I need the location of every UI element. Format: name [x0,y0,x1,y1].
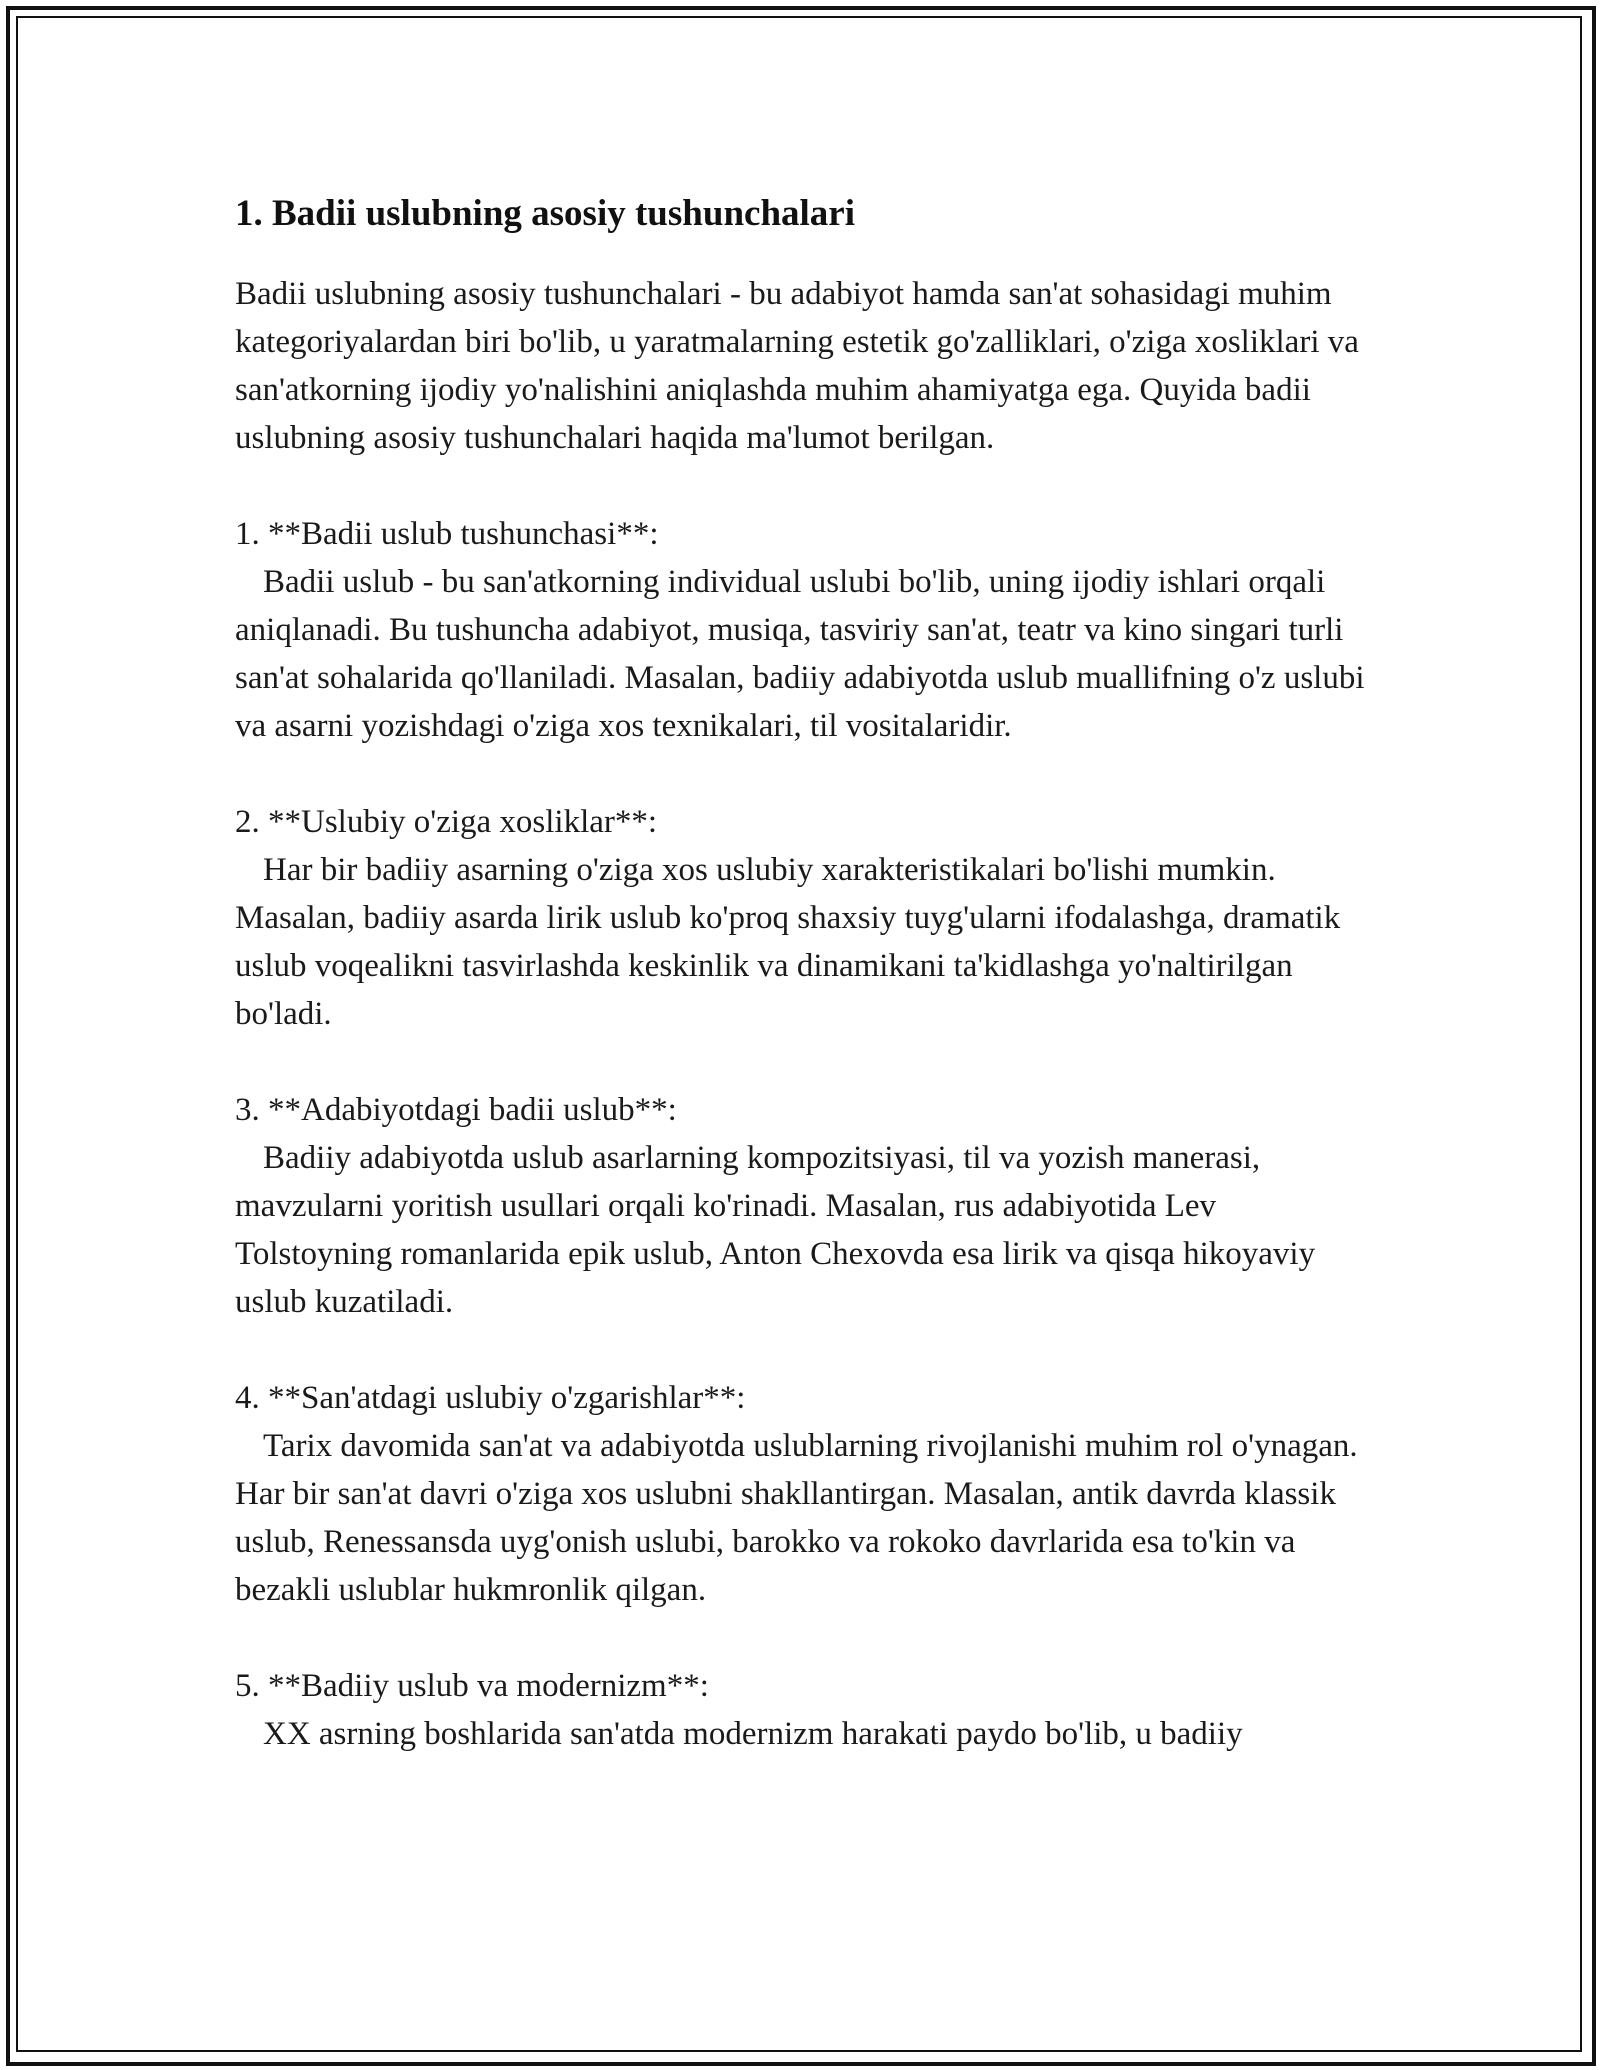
list-item-body: Badii uslub - bu san'atkorning individual uslubi bo'lib, uning ijodiy ishlari orqali aniqlanadi. Bu tushuncha adabiyot, musiqa, tasviriy san'at, teatr va kino singari turli san'at sohalarida qo'llaniladi. Masalan, badiiy adabiyotda uslub muallifning o'z uslubi va asarni yozishdagi o'ziga xos texnikalari, til vositalaridir. [235,564,1365,744]
list-item-body: Har bir badiiy asarning o'ziga xos uslubiy xarakteristikalari bo'lishi mumkin. Masalan, badiiy asarda lirik uslub ko'proq shaxsiy tuyg'ularni ifodalashga, dramatik uslub voqealikni tasvirlashda keskinlik va dinamikani ta'kidlashga yo'naltirilgan bo'ladi. [235,852,1341,1032]
intro-paragraph: Badii uslubning asosiy tushunchalari - bu adabiyot hamda san'at sohasidagi muhim kategoriyalardan biri bo'lib, u yaratmalarning estetik go'zalliklari, o'ziga xosliklari va san'atkorning ijodiy yo'nalishini aniqlashda muhim ahamiyatga ega. Quyida badii uslubning asosiy tushunchalari haqida ma'lumot berilgan. [235,276,1359,456]
list-item [235,1086,1375,1326]
list-item [235,798,1375,1038]
list-item-body: Badiiy adabiyotda uslub asarlarning kompozitsiyasi, til va yozish manerasi, mavzularni yoritish usullari orqali ko'rinadi. Masalan, rus adabiyotida Lev Tolstoyning romanlarida epik uslub, Anton Chexovda esa lirik va qisqa hikoyaviy uslub kuzatiladi. [235,1140,1316,1320]
list-item-title: 2. **Uslubiy o'ziga xosliklar**: [235,804,658,840]
list-item [235,1662,1375,1758]
list-item [235,1374,1375,1614]
list-item-title: 4. **San'atdagi uslubiy o'zgarishlar**: [235,1380,746,1416]
list-item-title: 5. **Badiiy uslub va modernizm**: [235,1668,709,1704]
list-item-body: Tarix davomida san'at va adabiyotda uslublarning rivojlanishi muhim rol o'ynagan. Har bir san'at davri o'ziga xos uslubni shakllantirgan. Masalan, antik davrda klassik uslub, Renessansda uyg'onish uslubi, barokko va rokoko davrlarida esa to'kin va bezakli uslublar hukmronlik qilgan. [235,1428,1358,1608]
list-item-body: XX asrning boshlarida san'atda modernizm harakati paydo bo'lib, u badiiy [263,1716,1243,1752]
section-heading: 1. Badii uslubning asosiy tushunchalari [235,193,856,234]
list-item [235,510,1375,750]
document-body [235,186,1375,1806]
list-item-title: 1. **Badii uslub tushunchasi**: [235,516,659,552]
list-item-title: 3. **Adabiyotdagi badii uslub**: [235,1092,677,1128]
